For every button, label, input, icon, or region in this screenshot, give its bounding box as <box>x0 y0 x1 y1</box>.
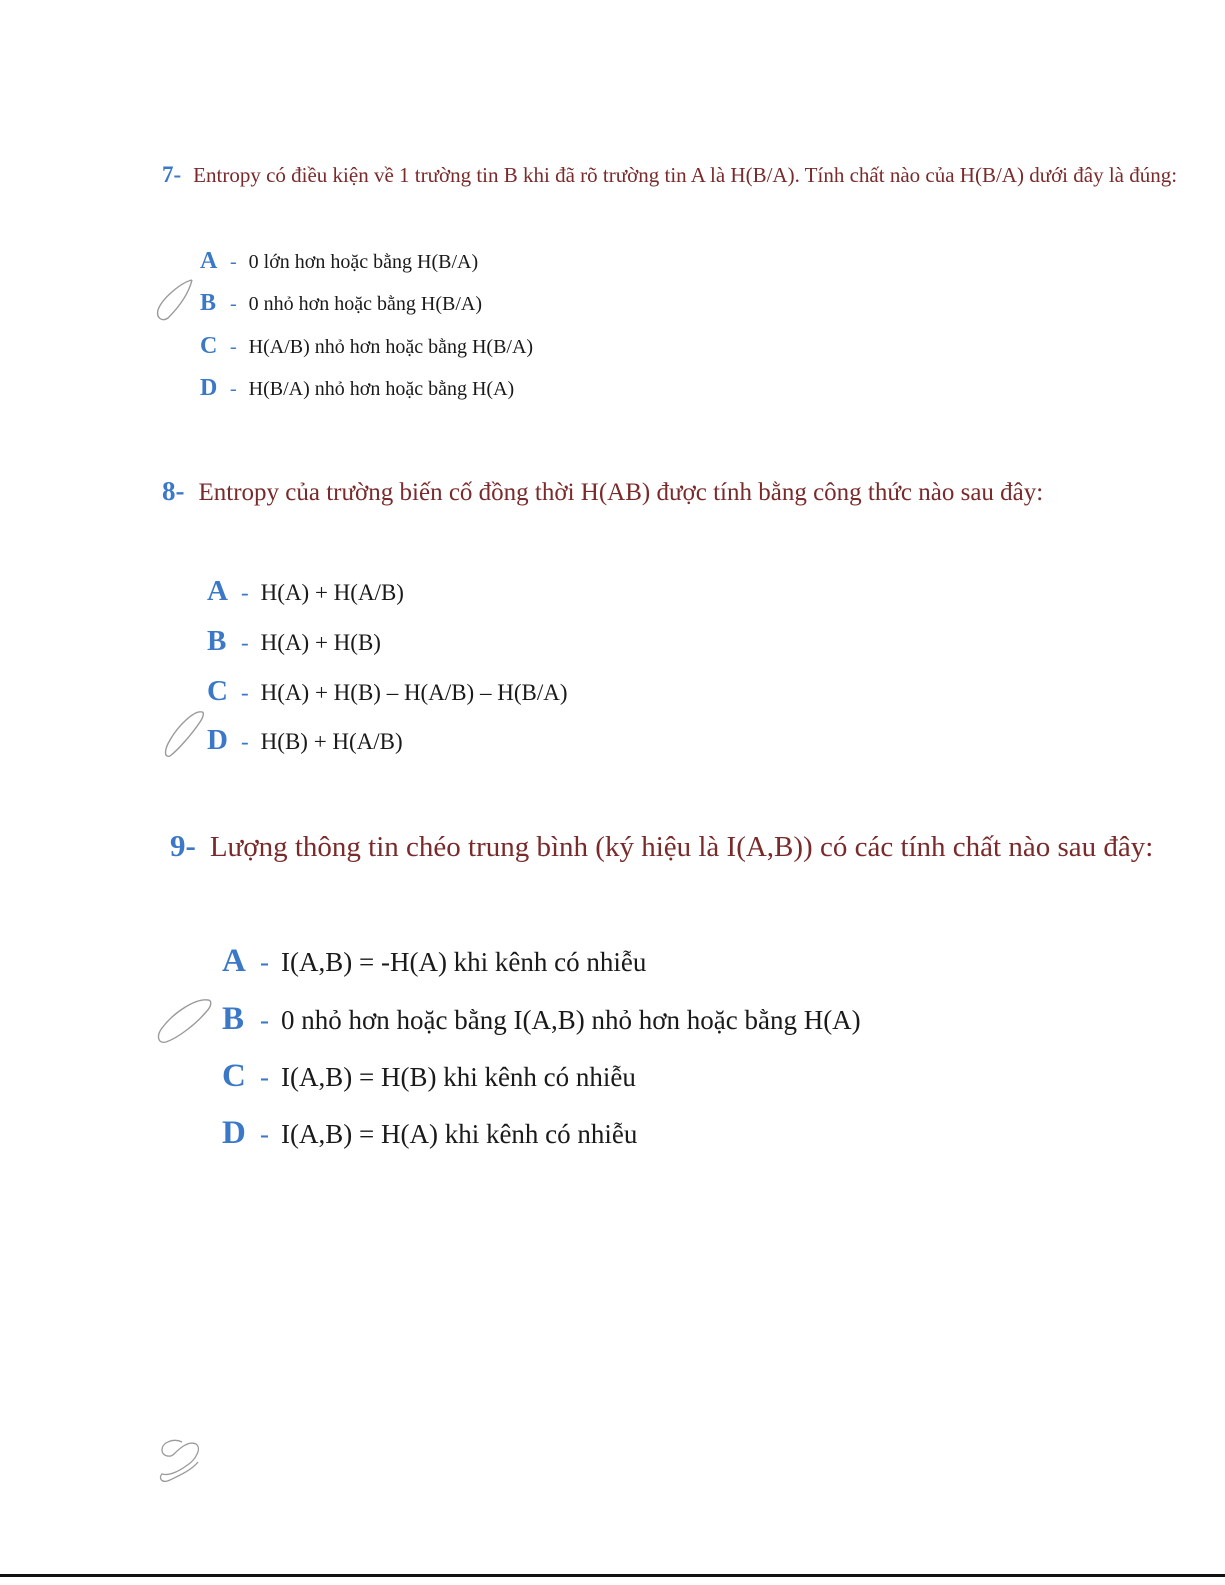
option-text: 0 lớn hơn hoặc bằng H(B/A) <box>248 251 479 273</box>
option-text: I(A,B) = -H(A) khi kênh có nhiễu <box>281 947 647 977</box>
option-letter: D <box>222 1115 246 1151</box>
option-letter: A <box>207 575 228 607</box>
option-dash: - <box>241 580 249 605</box>
option-letter: B <box>222 1001 245 1037</box>
option-text: H(A) + H(B) – H(A/B) – H(B/A) <box>260 680 568 705</box>
option-dash: - <box>230 293 237 315</box>
question-8-option-d[interactable] <box>207 724 403 757</box>
option-text: I(A,B) = H(B) khi kênh có nhiễu <box>281 1062 636 1092</box>
option-letter: A <box>200 248 218 274</box>
option-dash: - <box>260 947 269 977</box>
option-dash: - <box>241 680 249 705</box>
option-dash: - <box>230 251 237 273</box>
question-8-option-b[interactable] <box>207 625 381 658</box>
question-9-option-a[interactable] <box>222 943 646 980</box>
question-8-number: 8- <box>162 476 185 506</box>
question-7-option-b[interactable] <box>200 290 482 317</box>
pen-scribble-icon <box>152 1434 208 1488</box>
question-7-option-c[interactable] <box>200 333 533 360</box>
question-8-option-a[interactable] <box>207 575 404 608</box>
option-text: H(A) + H(B) <box>260 630 381 655</box>
question-7-number: 7- <box>162 162 182 187</box>
option-dash: - <box>260 1062 269 1092</box>
option-text: H(B) + H(A/B) <box>260 729 403 754</box>
question-9-option-b[interactable] <box>222 1001 861 1038</box>
question-8-option-c[interactable] <box>207 675 568 708</box>
option-dash: - <box>260 1119 269 1149</box>
question-9-option-d[interactable] <box>222 1115 637 1152</box>
option-letter: B <box>207 625 227 657</box>
option-dash: - <box>230 378 237 400</box>
option-letter: D <box>207 724 228 756</box>
page-bottom-border <box>0 1574 1225 1577</box>
question-7-option-a[interactable] <box>200 248 478 275</box>
option-text: H(A) + H(A/B) <box>260 580 404 605</box>
question-9-heading <box>170 828 1153 864</box>
question-8-text: Entropy của trường biến cố đồng thời H(AB) được tính bằng công thức nào sau đây: <box>198 479 1044 506</box>
option-text: I(A,B) = H(A) khi kênh có nhiễu <box>281 1119 638 1149</box>
option-letter: A <box>222 943 246 979</box>
option-dash: - <box>260 1005 269 1035</box>
answer-mark-icon <box>152 994 216 1048</box>
question-7-option-d[interactable] <box>200 375 514 402</box>
question-9-text: Lượng thông tin chéo trung bình (ký hiệu là I(A,B)) có các tính chất nào sau đây: <box>209 831 1154 863</box>
option-letter: B <box>200 290 217 316</box>
option-dash: - <box>241 729 249 754</box>
answer-mark-icon <box>158 706 210 762</box>
option-dash: - <box>230 336 237 358</box>
answer-mark-icon <box>152 276 198 324</box>
question-8-heading <box>162 476 1043 507</box>
option-text: 0 nhỏ hơn hoặc bằng H(B/A) <box>248 293 482 315</box>
question-9-option-c[interactable] <box>222 1058 636 1095</box>
option-letter: D <box>200 375 218 401</box>
question-9-number: 9- <box>170 828 196 863</box>
option-letter: C <box>200 333 218 359</box>
question-7-heading <box>162 162 1177 188</box>
option-text: 0 nhỏ hơn hoặc bằng I(A,B) nhỏ hơn hoặc bằng H(A) <box>281 1005 861 1035</box>
option-text: H(B/A) nhỏ hơn hoặc bằng H(A) <box>248 378 515 400</box>
question-7-text: Entropy có điều kiện về 1 trường tin B khi đã rõ trường tin A là H(B/A). Tính chất nào của H(B/A) dưới đây là đúng: <box>193 163 1178 187</box>
option-letter: C <box>207 675 228 707</box>
option-letter: C <box>222 1058 246 1094</box>
option-dash: - <box>241 630 249 655</box>
option-text: H(A/B) nhỏ hơn hoặc bằng H(B/A) <box>248 336 534 358</box>
